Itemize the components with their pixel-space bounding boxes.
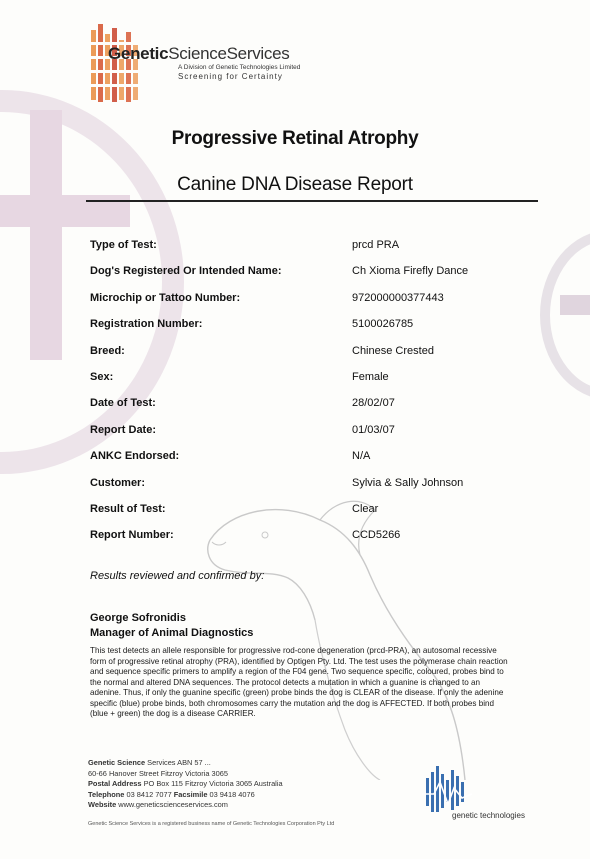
footer-street: 60-66 Hanover Street Fitzroy Victoria 3065 [88,768,228,778]
footer-phone-label: Telephone [88,789,125,799]
detail-value: 28/02/07 [352,397,395,410]
detail-label: Date of Test: [90,397,156,410]
footer-company-bold: Genetic Science [88,758,146,767]
test-description: This test detects an allele responsible for progressive rod-cone degeneration (prcd-PRA), an autosomal recessive form of progressive retinal atrophy (PRA), identified by Optigen Pty. Ltd. The test uses the polymerase chain reaction and sequence specific primers to amplify a region of the F04 gene. Two sequence specific, coloured, probes bind to the normal and altered DNA sequences. The protocol detects a mutation in which a guanine is changed to an adenine. Thus, if only the guanine specific (green) probe binds the dog is CLEAR of the disease. If only the adenine specific (blue) probe binds, both chromosomes carry the mutation and the dog is AFFECTED. If both probes bind (blue + green) the dog is a disease CARRIER. [90,646,508,718]
detail-value: N/A [352,450,371,463]
footer-phone-line [88,790,408,801]
detail-label: Result of Test: [90,502,166,515]
detail-row [90,318,520,344]
detail-value: Clear [352,502,379,515]
detail-value: Ch Xioma Firefly Dance [352,265,469,278]
footer-postal-label: Postal Address [88,779,142,788]
detail-value: 5100026785 [352,318,414,331]
detail-label: Dog's Registered Or Intended Name: [90,265,282,278]
footer-postal-line [88,779,408,790]
detail-label: Type of Test: [90,239,157,251]
footer-postal: PO Box 115 Fitzroy Victoria 3065 Australia [141,779,283,788]
detail-value: Sylvia & Sally Johnson [352,476,464,489]
detail-row [90,371,520,397]
footer-web-line [88,800,408,811]
footer-web-label: Website [88,800,117,809]
footer-company-line [88,758,408,769]
logo-tagline: Screening for Certainty [178,72,283,81]
detail-row [90,397,520,423]
detail-value: Female [352,370,389,383]
signer-name: George Sofronidis [90,612,186,624]
detail-label: Registration Number: [90,318,203,331]
details-table [90,239,520,556]
detail-row [90,477,520,503]
footer-phone: 03 8412 7077 [124,789,174,799]
detail-row [90,265,520,291]
detail-row [90,345,520,371]
footer-fax: 03 9418 4076 [207,789,255,799]
detail-label: Breed: [90,344,125,357]
footer-company-rest: Services ABN 57 ... [145,758,211,767]
detail-value: 01/03/07 [352,423,395,436]
report-subtitle: Canine DNA Disease Report [177,174,413,195]
footer-fine-print: Genetic Science Services is a registered business name of Genetic Technologies Corporation Pty Ltd [88,821,335,827]
company-logo [108,44,358,81]
detail-row [90,529,520,555]
logo-rest: ScienceServices [168,44,290,63]
title-divider [86,200,538,202]
footer-web-link[interactable]: www.geneticscienceservices.com [116,800,228,809]
footer-fax-label: Facsimile [173,789,208,799]
watermark-circle-right [540,230,590,400]
review-statement: Results reviewed and confirmed by: [90,570,265,582]
logo-bold: Genetic [108,44,169,63]
detail-value: 972000000377443 [352,291,444,304]
detail-label: Microchip or Tattoo Number: [90,291,241,304]
logo-division: A Division of Genetic Technologies Limited [178,64,301,71]
detail-value: CCD5266 [352,529,401,542]
report-title: Progressive Retinal Atrophy [171,128,419,149]
detail-label: ANKC Endorsed: [90,450,180,463]
detail-label: Customer: [90,476,146,489]
detail-label: Sex: [90,370,114,383]
detail-value: prcd PRA [352,239,400,251]
detail-value: Chinese Crested [352,344,434,357]
detail-row [90,503,520,529]
dna-logo-icon [85,20,165,110]
detail-row [90,424,520,450]
detail-row [90,239,520,265]
footer-address [88,758,408,811]
detail-label: Report Number: [90,529,174,542]
logo-title [108,44,358,64]
detail-row [90,292,520,318]
watermark-minus-right [560,295,590,315]
detail-label: Report Date: [90,423,157,436]
detail-row [90,450,520,476]
signer-title: Manager of Animal Diagnostics [90,627,254,639]
genetic-technologies-label: genetic technologies [452,811,525,820]
